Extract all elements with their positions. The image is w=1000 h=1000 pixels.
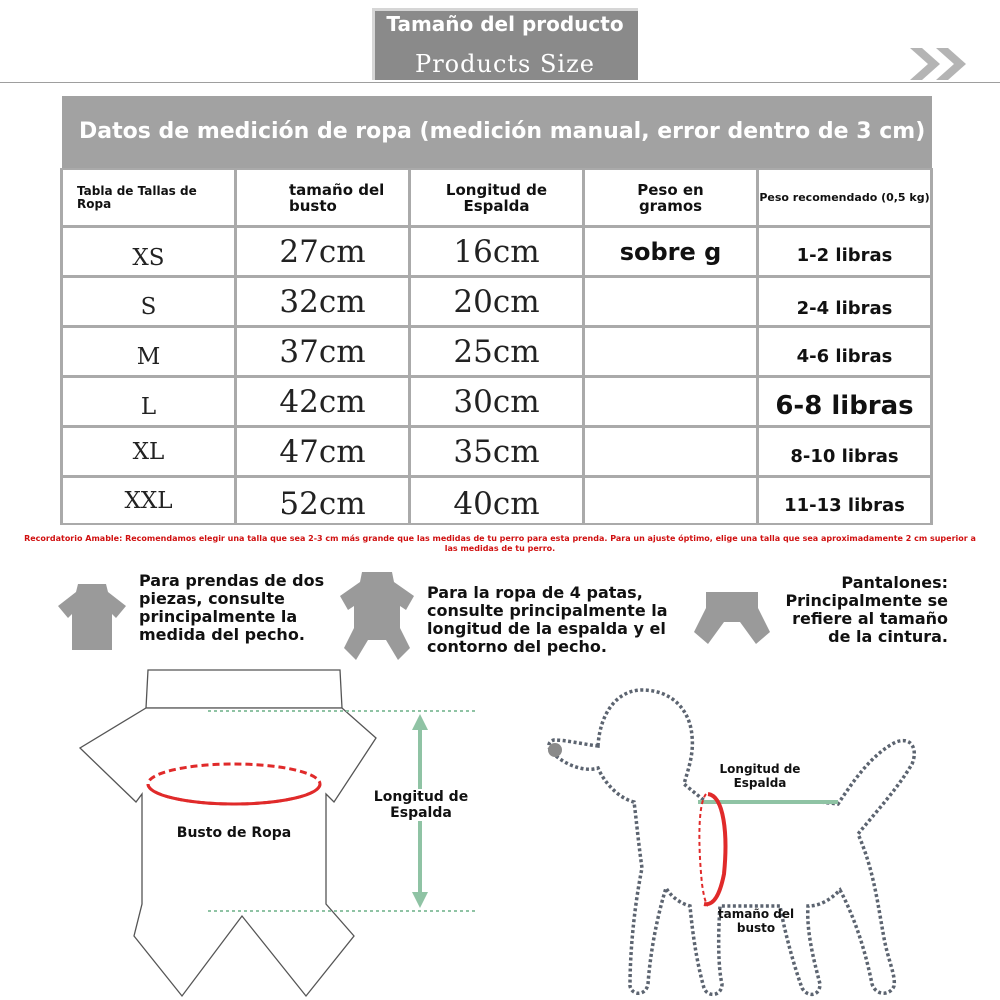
bust-cell: 42cm	[237, 378, 408, 425]
recommended-cell: 2-4 libras	[759, 278, 930, 325]
garment-bust-label: Busto de Ropa	[176, 825, 292, 841]
bust-cell: 52cm	[237, 478, 408, 523]
col-header-bust: tamaño del busto	[237, 170, 408, 225]
bust-cell: 27cm	[237, 228, 408, 275]
back-cell: 16cm	[411, 228, 582, 275]
size-cell: XXL	[63, 478, 234, 523]
back-cell: 30cm	[411, 378, 582, 425]
recommended-cell: 1-2 libras	[759, 228, 930, 275]
pants-icon	[692, 590, 772, 646]
size-cell: S	[63, 278, 234, 325]
dog-diagram	[538, 684, 922, 998]
back-cell: 25cm	[411, 328, 582, 375]
tip-two-piece: Para prendas de dos piezas, consulte principalmente la medida del pecho.	[139, 571, 325, 644]
chevron-double-right-icon	[910, 46, 972, 82]
recommended-cell: 4-6 libras	[759, 328, 930, 375]
size-cell: XS	[63, 228, 234, 275]
weight-cell	[585, 428, 756, 475]
back-cell: 40cm	[411, 478, 582, 523]
header-title-es: Tamaño del producto	[386, 12, 624, 36]
size-cell: XL	[63, 428, 234, 475]
back-cell: 35cm	[411, 428, 582, 475]
garment-back-label: Longitud de Espalda	[366, 789, 476, 821]
size-cell: L	[63, 378, 234, 425]
shirt-icon	[56, 582, 128, 652]
dog-bust-label: tamaño del busto	[717, 907, 795, 935]
recommended-cell: 8-10 libras	[759, 428, 930, 475]
back-cell: 20cm	[411, 278, 582, 325]
tip-four-leg: Para la ropa de 4 patas, consulte principalmente la longitud de la espalda y el contorno del pecho.	[427, 583, 668, 656]
bust-cell: 32cm	[237, 278, 408, 325]
col-header-weight: Peso en gramos	[585, 170, 756, 225]
weight-cell	[585, 478, 756, 523]
dog-back-label: Longitud de Espalda	[719, 762, 801, 790]
tip-pants: Pantalones: Principalmente se refiere al tamaño de la cintura.	[785, 573, 948, 646]
four-leg-outfit-icon	[338, 570, 416, 662]
bust-cell: 47cm	[237, 428, 408, 475]
header-title-en: Products Size	[415, 50, 595, 78]
col-header-size: Tabla de Tallas de Ropa	[63, 170, 234, 225]
weight-cell: sobre g	[585, 228, 756, 275]
recommended-cell: 6-8 libras	[759, 378, 930, 425]
sizing-reminder: Recordatorio Amable: Recomendamos elegir una talla que sea 2-3 cm más grande que las medidas de tu perro para esta prenda. Para un ajuste óptimo, elige una talla que sea aproximadamente 2 cm superior a las medidas de tu perro.	[24, 534, 976, 553]
col-header-recommended: Peso recomendado (0,5 kg)	[759, 170, 930, 225]
header-divider	[0, 82, 1000, 83]
table-title: Datos de medición de ropa (medición manual, error dentro de 3 cm)	[62, 96, 932, 168]
bust-cell: 37cm	[237, 328, 408, 375]
weight-cell	[585, 278, 756, 325]
recommended-cell: 11-13 libras	[759, 478, 930, 523]
size-cell: M	[63, 328, 234, 375]
col-header-back: Longitud de Espalda	[411, 170, 582, 225]
size-table	[60, 168, 933, 525]
weight-cell	[585, 378, 756, 425]
weight-cell	[585, 328, 756, 375]
